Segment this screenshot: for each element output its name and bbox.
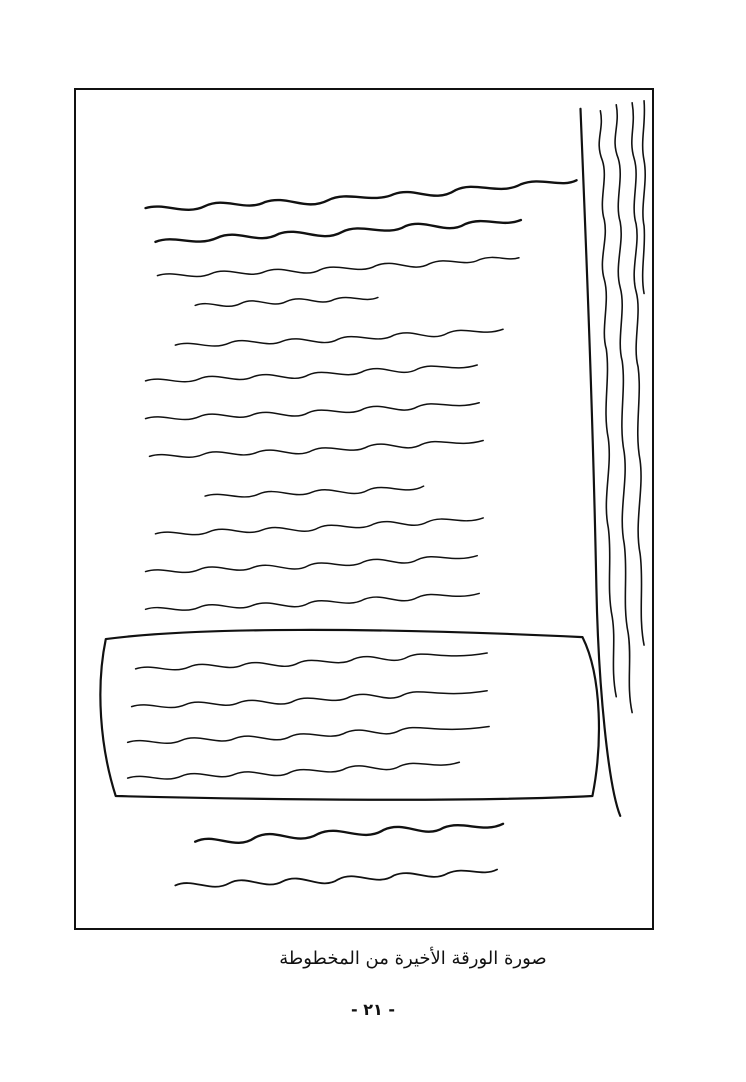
manuscript-frame xyxy=(74,88,654,930)
figure-caption: صورة الورقة الأخيرة من المخطوطة xyxy=(279,948,547,969)
note-box-border xyxy=(100,630,599,800)
closing-lines xyxy=(195,824,503,843)
margin-note-border xyxy=(580,109,620,816)
manuscript-handwriting-image xyxy=(76,90,652,928)
margin-note-lines xyxy=(599,101,645,713)
page-number: - ٢١ - xyxy=(351,1000,395,1019)
main-text-lines xyxy=(146,180,577,242)
